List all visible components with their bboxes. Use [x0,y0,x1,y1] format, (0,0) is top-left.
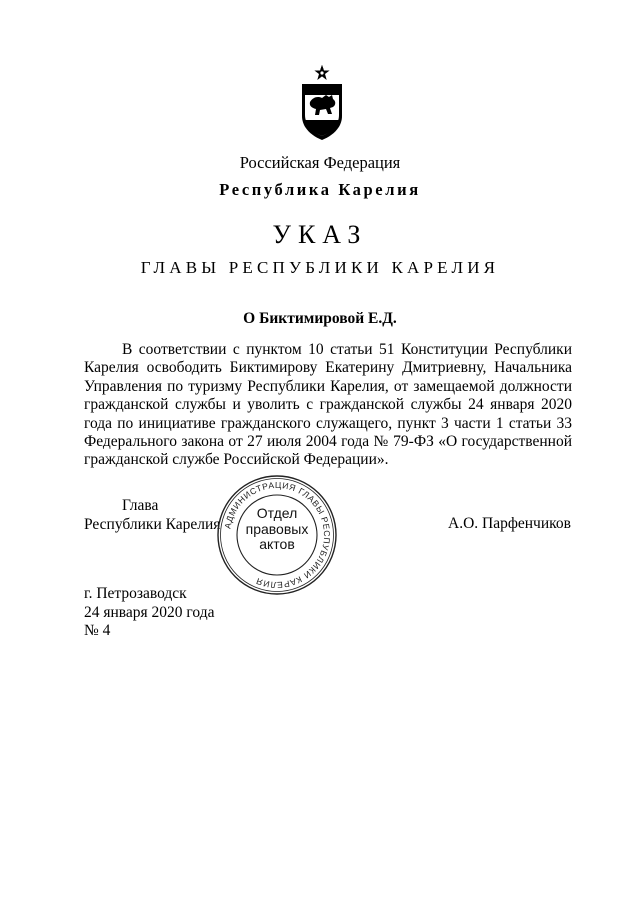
signatory-title [84,497,224,534]
decree-number: № 4 [84,622,111,639]
document-type: УКАЗ [272,220,368,249]
place-and-date [84,585,214,641]
decree-subject: О Биктимировой Е.Д. [243,310,397,327]
decree-body: В соответствии с пунктом 10 статьи 51 Конституции Республики Карелия освободить Биктимирову Екатерину Дмитриевну, Начальника Управления по туризму Республики Карелия, от замещаемой должности гражданской службы и уволить с гражданской службы 24 января 2020 года по инициативе гражданского служащего, пункт 3 части 1 статьи 33 Федерального закона от 27 июля 2004 года № 79-ФЗ «О государственной гражданской службе Российской Федерации». [84,341,572,469]
stamp-line3: актов [259,536,295,552]
stamp-line2: правовых [245,520,309,537]
issue-place: г. Петрозаводск [84,585,187,602]
stamp-ring-text: АДМИНИСТРАЦИЯ ГЛАВЫ РЕСПУБЛИКИ КАРЕЛИЯ [222,479,333,591]
republic-name: Республика Карелия [219,180,421,199]
stamp-line1: Отдел [256,505,298,521]
signatory-title-line2: Республики Карелия [84,515,221,533]
stamp-center-text [216,506,338,553]
issuer-title: ГЛАВЫ РЕСПУБЛИКИ КАРЕЛИЯ [140,258,500,277]
issue-date: 24 января 2020 года [84,603,215,621]
signatory-title-line1: Глава [122,497,159,514]
karelia-coat-of-arms-icon [296,64,348,142]
signatory-name: А.О. Парфенчиков [448,515,571,532]
country-name: Российская Федерация [239,153,401,172]
